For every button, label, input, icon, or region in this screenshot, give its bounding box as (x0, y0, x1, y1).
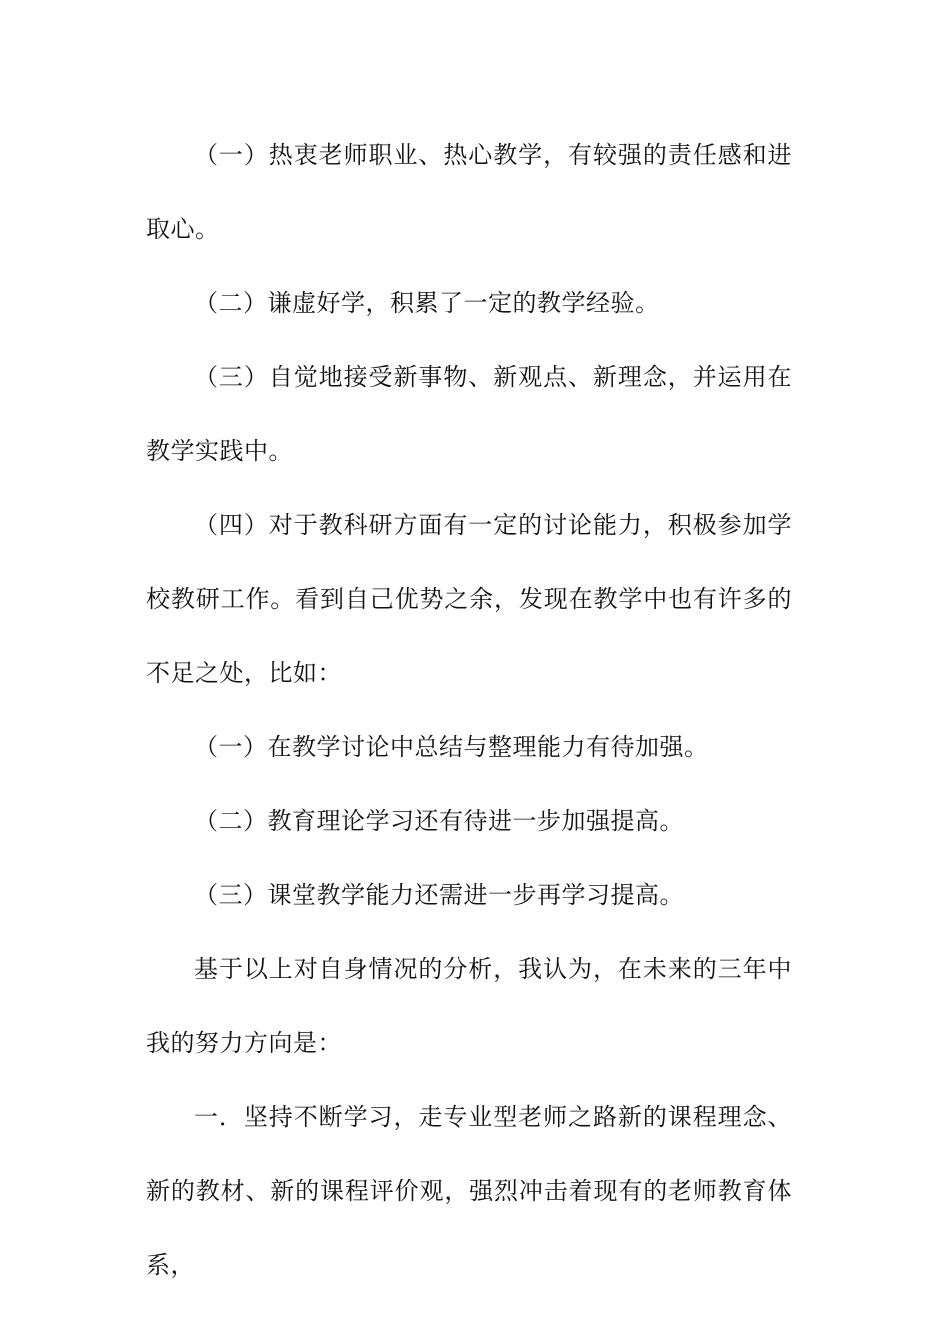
paragraph-weakness-3: （三）课堂教学能力还需进一步再学习提高。 (194, 881, 684, 909)
paragraph-strength-3: （三）自觉地接受新事物、新观点、新理念，并运用在教学实践中。 (146, 363, 792, 465)
paragraph-weakness-1: （一）在教学讨论中总结与整理能力有待加强。 (194, 733, 709, 761)
paragraph-strength-4: （四）对于教科研方面有一定的讨论能力，积极参加学校教研工作。看到自己优势之余，发现在教学中也有许多的不足之处，比如： (146, 511, 792, 687)
paragraph-direction-1: 一．坚持不断学习，走专业型老师之路新的课程理念、新的教材、新的课程评价观，强烈冲击着现有的老师教育体系， (146, 1103, 792, 1279)
paragraph-analysis: 基于以上对自身情况的分析，我认为，在未来的三年中我的努力方向是： (146, 955, 792, 1057)
paragraph-strength-2: （二）谦虚好学，积累了一定的教学经验。 (194, 289, 660, 317)
paragraph-weakness-2: （二）教育理论学习还有待进一步加强提高。 (194, 807, 684, 835)
paragraph-strength-1: （一）热衷老师职业、热心教学，有较强的责任感和进取心。 (146, 141, 792, 243)
